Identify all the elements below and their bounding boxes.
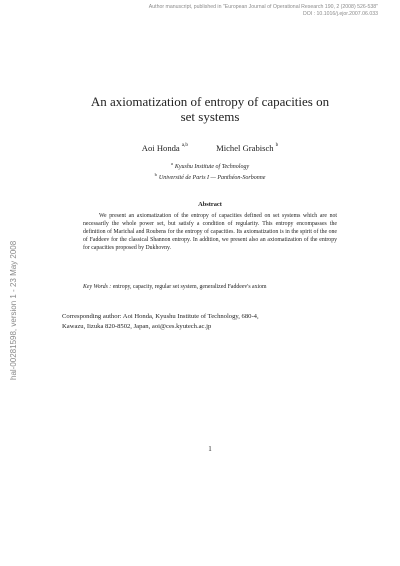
corresponding-line-1: Corresponding author: Aoi Honda, Kyushu Institute of Technology, 680-4, (62, 313, 259, 320)
title-line-2: set systems (180, 109, 240, 124)
author-name: Michel Grabisch (216, 143, 274, 153)
author-affil-mark: a,b (181, 142, 188, 148)
publication-note (78, 4, 378, 17)
abstract-text: We present an axiomatization of the entropy of capacities defined on set systems which are not necessarily the whole power set, but satisfy a condition of regularity. This entropy encompasses the definition of Marichal and Roubens for the entropy of capacities. Its axiomatization is in the spirit of the one of Faddeev for the classical Shannon entropy. In addition, we present also an axiomatization of the entropy for capacities proposed by Dukhovny. (83, 213, 337, 251)
author-1 (142, 142, 188, 153)
affiliation-list (40, 160, 380, 182)
author-name: Aoi Honda (141, 143, 180, 153)
abstract-body (83, 213, 337, 253)
author-affil-mark: b (275, 142, 279, 148)
page-number: 1 (208, 445, 212, 453)
affiliation-a (40, 160, 380, 171)
corresponding-line-2: Kawazu, Iizuka 820-8502, Japan, aoi@ces.kyutech.ac.jp (62, 323, 212, 330)
hal-identifier: hal-00281598, version 1 - 23 May 2008 (9, 240, 18, 380)
keywords-text: entropy, capacity, regular set system, generalized Faddeev's axiom (112, 284, 267, 290)
author-list (40, 142, 380, 153)
affiliation-mark: a (170, 161, 173, 166)
affiliation-mark: b (154, 172, 157, 177)
keywords-label: Key Words : (83, 284, 112, 290)
abstract-heading: Abstract (198, 201, 222, 208)
author-2 (216, 142, 278, 153)
doi-line: DOI : 10.1016/j.ejor.2007.06.033 (303, 10, 378, 17)
paper-title (40, 94, 380, 124)
title-line-1: An axiomatization of entropy of capacities on (90, 94, 330, 109)
affiliation-text: Kyushu Institute of Technology (174, 164, 250, 170)
publication-line: Author manuscript, published in "European Journal of Operational Research 190, 2 (2008) 526-538" (148, 4, 378, 10)
affiliation-b (40, 171, 380, 182)
keywords (83, 284, 337, 292)
affiliation-text: Université de Paris I — Panthéon-Sorbonne (158, 175, 266, 181)
corresponding-author (62, 312, 342, 332)
